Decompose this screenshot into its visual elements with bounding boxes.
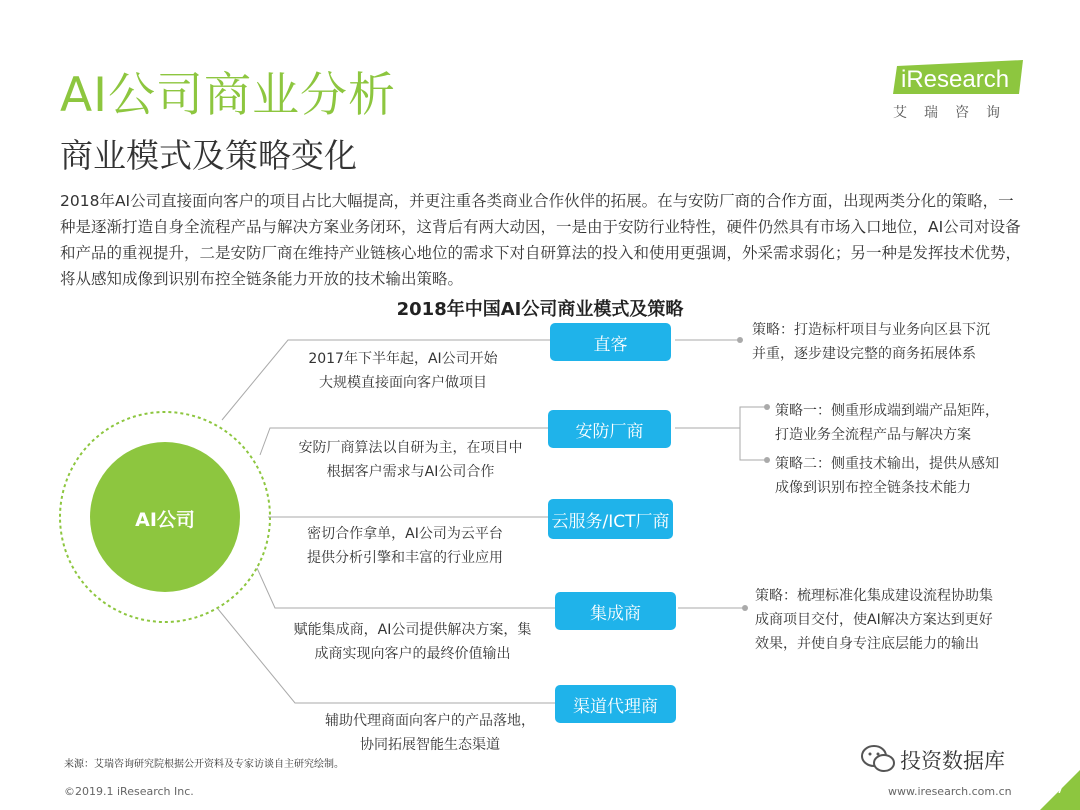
intro-paragraph: 2018年AI公司直接面向客户的项目占比大幅提高，并更注重各类商业合作伙伴的拓展。在与安防厂商的合作方面，出现两类分化的策略，一种是逐渐打造自身全流程产品与解决方案业务闭环，这背后有两大动因，一是由于安防行业特性，硬件仍然具有市场入口地位，AI公司对设备和产品的重视提升，二是安防厂商在维持产业链核心地位的需求下对自研算法的投入和使用更强调，外采需求弱化；另一种是发挥技术优势，将从感知成像到识别布控全链条能力开放的技术输出策略。 bbox=[60, 192, 1022, 288]
strategy-security-1: 策略一：侧重形成端到端产品矩阵， 打造业务全流程产品与解决方案 bbox=[775, 403, 999, 443]
page-number: 37 bbox=[1047, 781, 1065, 797]
desc-security-vendor: 安防厂商算法以自研为主，在项目中 根据客户需求与AI公司合作 bbox=[298, 440, 523, 480]
strategy-integrator: 策略：梳理标准化集成建设流程协助集 成商项目交付，使AI解决方案达到更好 效果，并使自身专注底层能力的输出 bbox=[755, 588, 993, 652]
wechat-icon bbox=[860, 744, 896, 774]
desc-integrator: 赋能集成商，AI公司提供解决方案，集 成商实现向客户的最终价值输出 bbox=[293, 622, 532, 662]
page-subtitle: 商业模式及策略变化 bbox=[60, 136, 357, 175]
logo-text: iResearch bbox=[901, 66, 1010, 93]
connector-dots bbox=[737, 337, 770, 611]
node-integrator: 集成商 bbox=[555, 592, 676, 630]
copyright: ©2019.1 iResearch Inc. bbox=[64, 785, 194, 798]
strategy-security-2: 策略二：侧重技术输出，提供从感知 成像到识别布控全链条技术能力 bbox=[775, 456, 999, 496]
node-cloud-ict: 云服务/ICT厂商 bbox=[548, 499, 673, 539]
page-title: AI公司商业分析 bbox=[60, 68, 397, 123]
desc-direct-client: 2017年下半年起，AI公司开始 大规模直接面向客户做项目 bbox=[308, 351, 498, 391]
logo-cn-text: 艾瑞咨询 bbox=[893, 105, 1017, 121]
watermark-text: 投资数据库 bbox=[900, 749, 1005, 773]
strategy-direct-client: 策略：打造标杆项目与业务向区县下沉 并重，逐步建设完整的商务拓展体系 bbox=[752, 322, 990, 362]
desc-channel-agent: 辅助代理商面向客户的产品落地， 协同拓展智能生态渠道 bbox=[325, 713, 535, 753]
node-direct-client: 直客 bbox=[550, 323, 671, 361]
node-security-vendor: 安防厂商 bbox=[548, 410, 671, 448]
diagram-title: 2018年中国AI公司商业模式及策略 bbox=[396, 299, 684, 320]
desc-cloud-ict: 密切合作拿单，AI公司为云平台 提供分析引擎和丰富的行业应用 bbox=[307, 526, 503, 566]
website-link[interactable]: www.iresearch.com.cn bbox=[888, 785, 1012, 798]
node-channel-agent: 渠道代理商 bbox=[555, 685, 676, 723]
source-note: 来源：艾瑞咨询研究院根据公开资料及专家访谈自主研究绘制。 bbox=[64, 759, 344, 770]
center-label: AI公司 bbox=[135, 509, 195, 531]
